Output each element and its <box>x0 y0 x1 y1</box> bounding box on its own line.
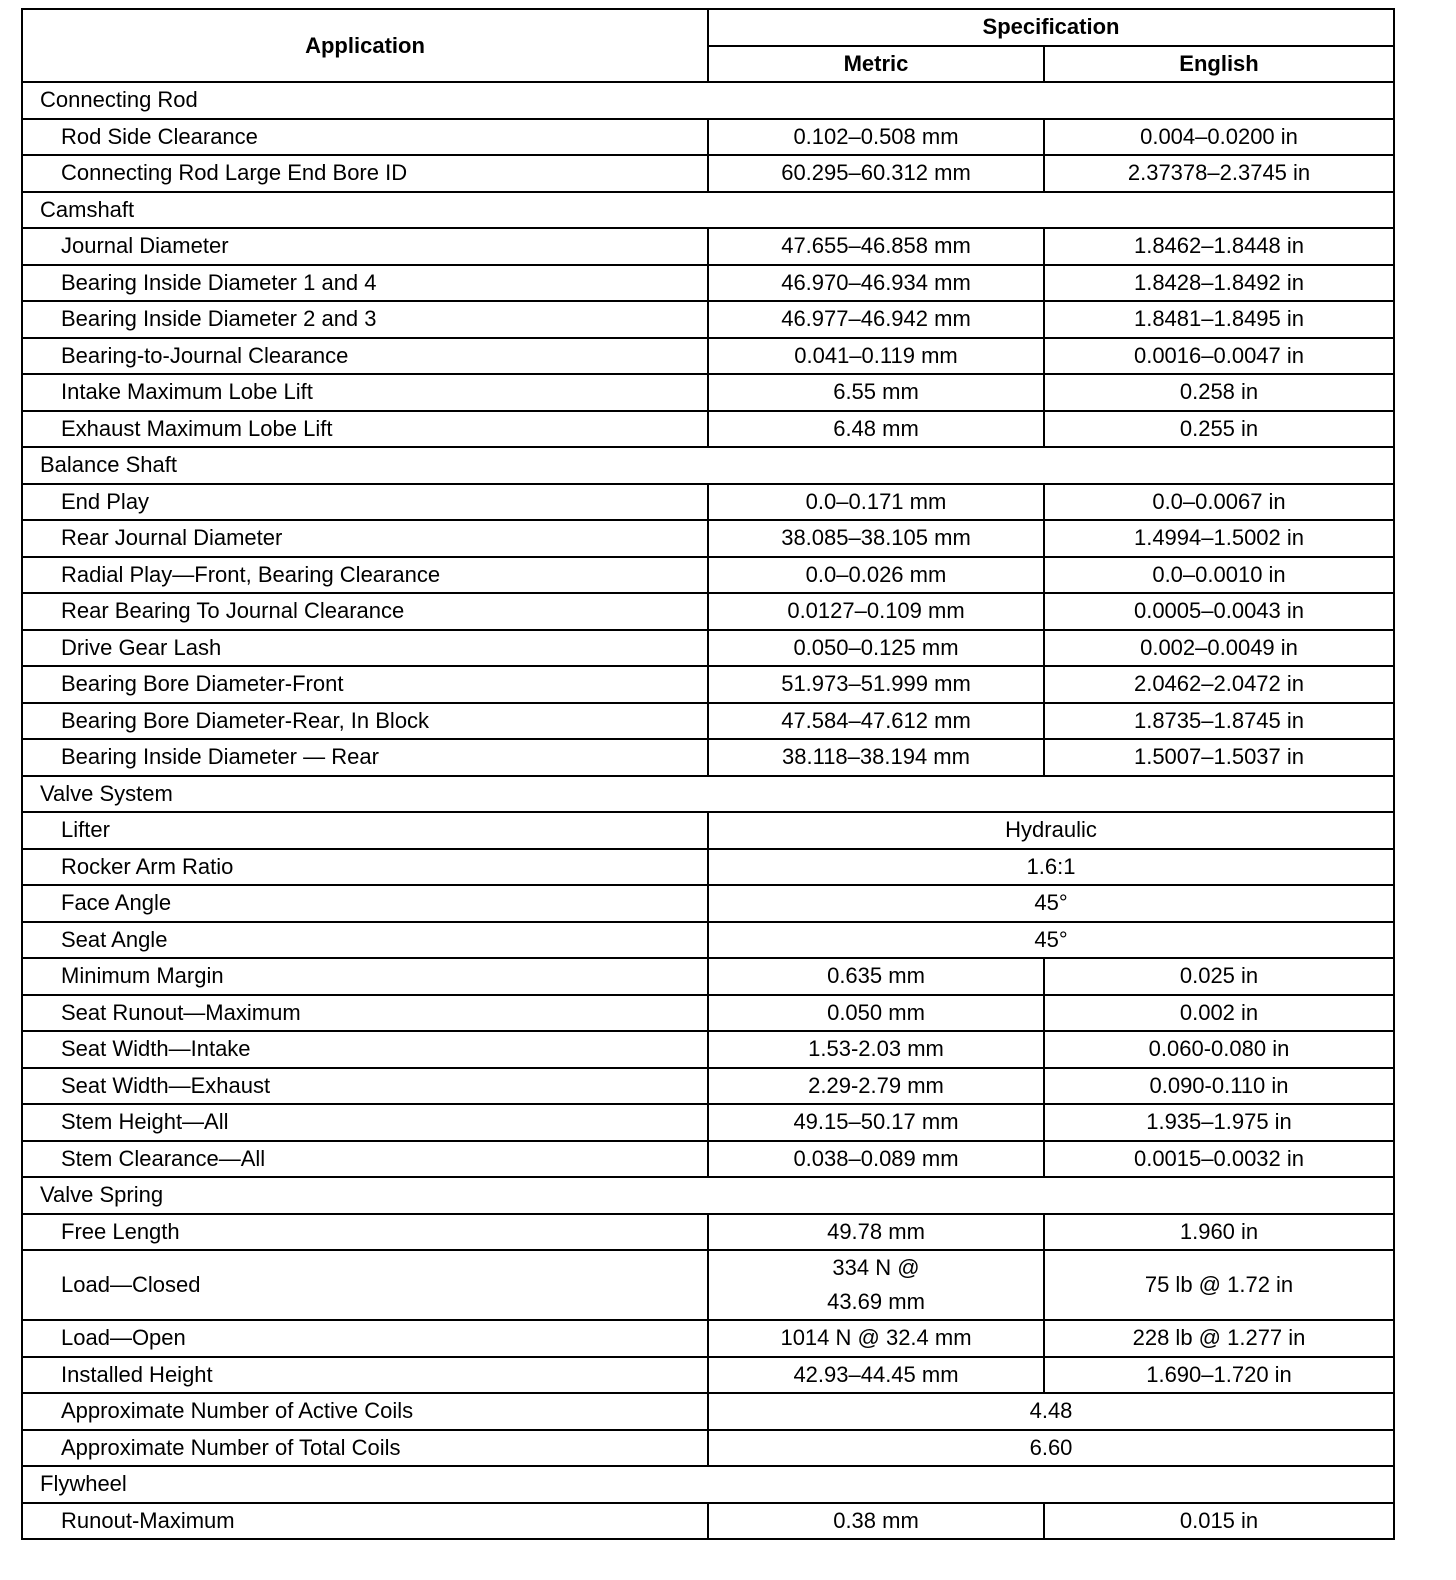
metric-value: 6.55 mm <box>708 374 1044 411</box>
row-label: Seat Runout—Maximum <box>22 995 708 1032</box>
english-value: 0.004–0.0200 in <box>1044 119 1394 156</box>
english-value: 75 lb @ 1.72 in <box>1044 1250 1394 1320</box>
section-title: Connecting Rod <box>22 82 1394 119</box>
english-value: 0.0–0.0067 in <box>1044 484 1394 521</box>
row-label: Seat Angle <box>22 922 708 959</box>
row-label: Free Length <box>22 1214 708 1251</box>
table-row <box>22 1068 1394 1105</box>
table-row <box>22 338 1394 375</box>
english-value: 0.0016–0.0047 in <box>1044 338 1394 375</box>
table-row <box>22 1357 1394 1394</box>
section-title: Valve System <box>22 776 1394 813</box>
row-label: Stem Height—All <box>22 1104 708 1141</box>
row-label: Drive Gear Lash <box>22 630 708 667</box>
table-row <box>22 995 1394 1032</box>
metric-value: 0.038–0.089 mm <box>708 1141 1044 1178</box>
row-label: Rear Bearing To Journal Clearance <box>22 593 708 630</box>
table-row <box>22 885 1394 922</box>
english-value: 1.4994–1.5002 in <box>1044 520 1394 557</box>
row-label: Bearing Inside Diameter — Rear <box>22 739 708 776</box>
english-value: 0.002–0.0049 in <box>1044 630 1394 667</box>
metric-value: 0.635 mm <box>708 958 1044 995</box>
combined-value: Hydraulic <box>708 812 1394 849</box>
row-label: Rear Journal Diameter <box>22 520 708 557</box>
section-title: Camshaft <box>22 192 1394 229</box>
combined-value: 45° <box>708 885 1394 922</box>
table-row <box>22 520 1394 557</box>
row-label: Seat Width—Exhaust <box>22 1068 708 1105</box>
table-row <box>22 1430 1394 1467</box>
metric-value: 0.0–0.171 mm <box>708 484 1044 521</box>
table-row <box>22 703 1394 740</box>
combined-value: 1.6:1 <box>708 849 1394 886</box>
english-value: 0.060-0.080 in <box>1044 1031 1394 1068</box>
section-row <box>22 1466 1394 1503</box>
row-label: Seat Width—Intake <box>22 1031 708 1068</box>
table-row <box>22 1393 1394 1430</box>
row-label: Radial Play—Front, Bearing Clearance <box>22 557 708 594</box>
metric-value: 47.584–47.612 mm <box>708 703 1044 740</box>
metric-value: 6.48 mm <box>708 411 1044 448</box>
table-row <box>22 849 1394 886</box>
english-value: 0.255 in <box>1044 411 1394 448</box>
combined-value: 6.60 <box>708 1430 1394 1467</box>
english-value: 0.002 in <box>1044 995 1394 1032</box>
table-row <box>22 1320 1394 1357</box>
table-row <box>22 958 1394 995</box>
table-row <box>22 666 1394 703</box>
section-title: Balance Shaft <box>22 447 1394 484</box>
row-label: Installed Height <box>22 1357 708 1394</box>
table-row <box>22 1503 1394 1540</box>
row-label: Approximate Number of Active Coils <box>22 1393 708 1430</box>
header-metric: Metric <box>708 46 1044 83</box>
metric-value-line: 43.69 mm <box>827 1289 925 1314</box>
metric-value: 0.050 mm <box>708 995 1044 1032</box>
english-value: 228 lb @ 1.277 in <box>1044 1320 1394 1357</box>
table-row <box>22 484 1394 521</box>
table-row <box>22 922 1394 959</box>
table-row <box>22 119 1394 156</box>
row-label: Journal Diameter <box>22 228 708 265</box>
table-row <box>22 739 1394 776</box>
table-row <box>22 411 1394 448</box>
section-row <box>22 447 1394 484</box>
header-application: Application <box>22 9 708 82</box>
metric-value: 38.118–38.194 mm <box>708 739 1044 776</box>
english-value: 1.690–1.720 in <box>1044 1357 1394 1394</box>
section-title: Valve Spring <box>22 1177 1394 1214</box>
row-label: Exhaust Maximum Lobe Lift <box>22 411 708 448</box>
row-label: Runout-Maximum <box>22 1503 708 1540</box>
metric-value: 0.050–0.125 mm <box>708 630 1044 667</box>
row-label: Bearing-to-Journal Clearance <box>22 338 708 375</box>
metric-value: 0.38 mm <box>708 1503 1044 1540</box>
metric-value <box>708 1250 1044 1320</box>
table-row <box>22 1031 1394 1068</box>
row-label: Face Angle <box>22 885 708 922</box>
row-label: Approximate Number of Total Coils <box>22 1430 708 1467</box>
english-value: 1.8735–1.8745 in <box>1044 703 1394 740</box>
table-row <box>22 228 1394 265</box>
metric-value: 46.977–46.942 mm <box>708 301 1044 338</box>
table-row <box>22 1141 1394 1178</box>
english-value: 0.015 in <box>1044 1503 1394 1540</box>
row-label: Load—Open <box>22 1320 708 1357</box>
english-value: 2.0462–2.0472 in <box>1044 666 1394 703</box>
metric-value: 2.29-2.79 mm <box>708 1068 1044 1105</box>
header-english: English <box>1044 46 1394 83</box>
metric-value: 51.973–51.999 mm <box>708 666 1044 703</box>
section-row <box>22 776 1394 813</box>
section-title: Flywheel <box>22 1466 1394 1503</box>
table-row <box>22 301 1394 338</box>
english-value: 1.8481–1.8495 in <box>1044 301 1394 338</box>
row-label: Bearing Bore Diameter-Front <box>22 666 708 703</box>
row-label: Intake Maximum Lobe Lift <box>22 374 708 411</box>
english-value: 2.37378–2.3745 in <box>1044 155 1394 192</box>
metric-value: 42.93–44.45 mm <box>708 1357 1044 1394</box>
english-value: 1.5007–1.5037 in <box>1044 739 1394 776</box>
specification-table <box>21 8 1395 1540</box>
row-label: Connecting Rod Large End Bore ID <box>22 155 708 192</box>
metric-value: 0.0127–0.109 mm <box>708 593 1044 630</box>
metric-value: 47.655–46.858 mm <box>708 228 1044 265</box>
metric-value: 1.53-2.03 mm <box>708 1031 1044 1068</box>
table-row <box>22 593 1394 630</box>
english-value: 1.8462–1.8448 in <box>1044 228 1394 265</box>
english-value: 0.0015–0.0032 in <box>1044 1141 1394 1178</box>
table-row <box>22 812 1394 849</box>
table-row <box>22 1104 1394 1141</box>
metric-value: 0.0–0.026 mm <box>708 557 1044 594</box>
row-label: Lifter <box>22 812 708 849</box>
english-value: 1.935–1.975 in <box>1044 1104 1394 1141</box>
english-value: 0.0–0.0010 in <box>1044 557 1394 594</box>
row-label: Bearing Inside Diameter 2 and 3 <box>22 301 708 338</box>
metric-value: 49.78 mm <box>708 1214 1044 1251</box>
row-label: Stem Clearance—All <box>22 1141 708 1178</box>
row-label: Bearing Bore Diameter-Rear, In Block <box>22 703 708 740</box>
metric-value: 0.041–0.119 mm <box>708 338 1044 375</box>
row-label: Load—Closed <box>22 1250 708 1320</box>
row-label: Rod Side Clearance <box>22 119 708 156</box>
section-row <box>22 1177 1394 1214</box>
section-row <box>22 192 1394 229</box>
metric-value: 1014 N @ 32.4 mm <box>708 1320 1044 1357</box>
table-header <box>22 9 1394 82</box>
table-row <box>22 557 1394 594</box>
english-value: 0.0005–0.0043 in <box>1044 593 1394 630</box>
header-specification: Specification <box>708 9 1394 46</box>
english-value: 0.025 in <box>1044 958 1394 995</box>
section-row <box>22 82 1394 119</box>
metric-value-line: 334 N @ <box>832 1255 920 1280</box>
english-value: 0.258 in <box>1044 374 1394 411</box>
combined-value: 45° <box>708 922 1394 959</box>
table-row <box>22 630 1394 667</box>
table-row <box>22 155 1394 192</box>
english-value: 0.090-0.110 in <box>1044 1068 1394 1105</box>
row-label: Minimum Margin <box>22 958 708 995</box>
combined-value: 4.48 <box>708 1393 1394 1430</box>
english-value: 1.960 in <box>1044 1214 1394 1251</box>
table-row <box>22 265 1394 302</box>
metric-value: 46.970–46.934 mm <box>708 265 1044 302</box>
metric-value: 49.15–50.17 mm <box>708 1104 1044 1141</box>
table-body <box>22 82 1394 1539</box>
row-label: Bearing Inside Diameter 1 and 4 <box>22 265 708 302</box>
row-label: End Play <box>22 484 708 521</box>
english-value: 1.8428–1.8492 in <box>1044 265 1394 302</box>
metric-value: 0.102–0.508 mm <box>708 119 1044 156</box>
metric-value: 38.085–38.105 mm <box>708 520 1044 557</box>
metric-value: 60.295–60.312 mm <box>708 155 1044 192</box>
table-row <box>22 1214 1394 1251</box>
table-row <box>22 1250 1394 1320</box>
row-label: Rocker Arm Ratio <box>22 849 708 886</box>
table-row <box>22 374 1394 411</box>
